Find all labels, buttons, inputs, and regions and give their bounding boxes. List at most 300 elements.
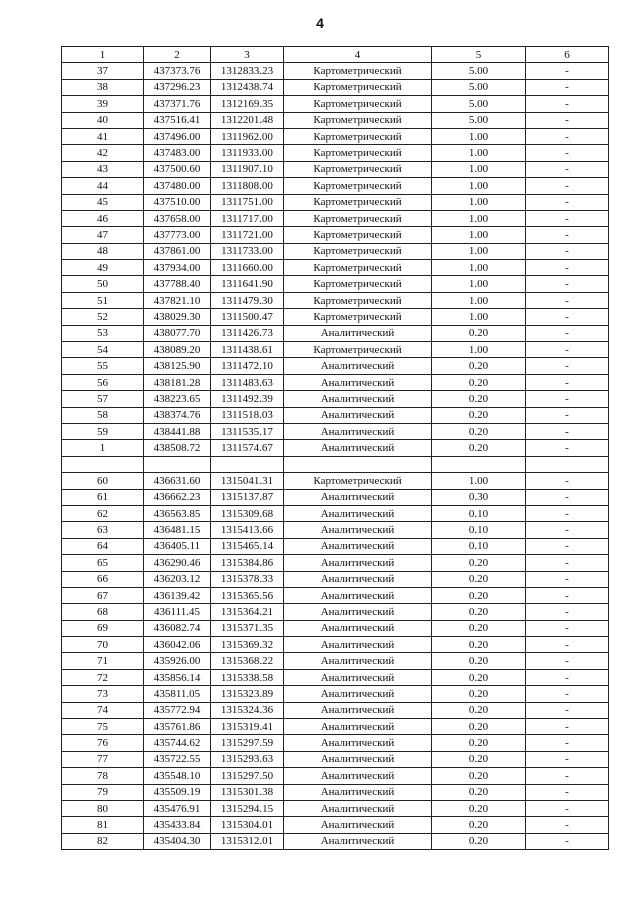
y-coordinate-cell: 1311907.10 [211,161,284,177]
column-header-5: 5 [432,47,526,63]
method-cell: Картометрический [284,112,432,128]
y-coordinate-cell: 1315293.63 [211,751,284,767]
table-row [62,719,609,735]
x-coordinate-cell: 437861.00 [144,243,211,259]
method-cell: Аналитический [284,505,432,521]
accuracy-cell: 5.00 [432,96,526,112]
x-coordinate-cell: 437296.23 [144,79,211,95]
x-coordinate-cell: 438181.28 [144,374,211,390]
method-cell: Картометрический [284,63,432,79]
method-cell: Аналитический [284,358,432,374]
method-cell: Картометрический [284,292,432,308]
note-cell: - [526,358,609,374]
method-cell: Аналитический [284,637,432,653]
note-cell: - [526,161,609,177]
x-coordinate-cell: 438441.88 [144,423,211,439]
table-row [62,686,609,702]
point-number-cell: 55 [62,358,144,374]
y-coordinate-cell: 1315413.66 [211,522,284,538]
accuracy-cell: 1.00 [432,161,526,177]
note-cell: - [526,604,609,620]
note-cell: - [526,309,609,325]
method-cell: Картометрический [284,309,432,325]
x-coordinate-cell: 435433.84 [144,817,211,833]
x-coordinate-cell: 438508.72 [144,440,211,456]
column-header-4: 4 [284,47,432,63]
method-cell: Картометрический [284,276,432,292]
x-coordinate-cell [144,456,211,472]
table-row [62,473,609,489]
point-number-cell: 58 [62,407,144,423]
point-number-cell: 67 [62,587,144,603]
method-cell: Аналитический [284,768,432,784]
table-body [62,63,609,850]
y-coordinate-cell: 1311535.17 [211,423,284,439]
note-cell: - [526,112,609,128]
x-coordinate-cell: 437821.10 [144,292,211,308]
x-coordinate-cell: 436139.42 [144,587,211,603]
coordinates-table [61,46,609,850]
accuracy-cell: 0.20 [432,653,526,669]
table-row [62,292,609,308]
table-row [62,571,609,587]
note-cell: - [526,555,609,571]
note-cell: - [526,276,609,292]
accuracy-cell: 1.00 [432,473,526,489]
y-coordinate-cell: 1315297.59 [211,735,284,751]
point-number-cell: 48 [62,243,144,259]
method-cell: Картометрический [284,161,432,177]
y-coordinate-cell: 1312169.35 [211,96,284,112]
y-coordinate-cell: 1315312.01 [211,833,284,849]
x-coordinate-cell: 437373.76 [144,63,211,79]
table-row [62,489,609,505]
accuracy-cell: 5.00 [432,63,526,79]
accuracy-cell: 0.20 [432,637,526,653]
table-row [62,833,609,849]
x-coordinate-cell: 438125.90 [144,358,211,374]
note-cell: - [526,194,609,210]
method-cell: Аналитический [284,555,432,571]
table-row [62,505,609,521]
accuracy-cell: 0.20 [432,620,526,636]
point-number-cell: 62 [62,505,144,521]
y-coordinate-cell: 1315319.41 [211,719,284,735]
note-cell: - [526,473,609,489]
note-cell: - [526,374,609,390]
note-cell: - [526,96,609,112]
accuracy-cell: 1.00 [432,210,526,226]
method-cell: Аналитический [284,407,432,423]
table-row [62,817,609,833]
method-cell: Аналитический [284,800,432,816]
note-cell: - [526,145,609,161]
x-coordinate-cell: 435856.14 [144,669,211,685]
y-coordinate-cell: 1315324.36 [211,702,284,718]
point-number-cell: 44 [62,178,144,194]
point-number-cell: 53 [62,325,144,341]
method-cell: Аналитический [284,669,432,685]
y-coordinate-cell: 1311660.00 [211,260,284,276]
point-number-cell: 51 [62,292,144,308]
x-coordinate-cell: 437500.60 [144,161,211,177]
y-coordinate-cell: 1315384.86 [211,555,284,571]
accuracy-cell: 0.10 [432,505,526,521]
column-header-6: 6 [526,47,609,63]
method-cell: Аналитический [284,604,432,620]
point-number-cell: 68 [62,604,144,620]
x-coordinate-cell: 437510.00 [144,194,211,210]
note-cell: - [526,620,609,636]
y-coordinate-cell: 1315368.22 [211,653,284,669]
y-coordinate-cell: 1311962.00 [211,128,284,144]
note-cell: - [526,587,609,603]
y-coordinate-cell: 1311518.03 [211,407,284,423]
method-cell: Картометрический [284,128,432,144]
note-cell: - [526,735,609,751]
table-row [62,669,609,685]
y-coordinate-cell: 1311426.73 [211,325,284,341]
method-cell: Аналитический [284,719,432,735]
method-cell: Аналитический [284,440,432,456]
y-coordinate-cell: 1311574.67 [211,440,284,456]
x-coordinate-cell: 435744.62 [144,735,211,751]
table-row [62,112,609,128]
y-coordinate-cell: 1312201.48 [211,112,284,128]
y-coordinate-cell: 1311438.61 [211,342,284,358]
y-coordinate-cell: 1315465.14 [211,538,284,554]
note-cell: - [526,702,609,718]
note-cell: - [526,128,609,144]
table-row [62,309,609,325]
method-cell: Аналитический [284,784,432,800]
note-cell: - [526,423,609,439]
accuracy-cell: 0.20 [432,669,526,685]
y-coordinate-cell: 1311933.00 [211,145,284,161]
note-cell: - [526,489,609,505]
note-cell: - [526,440,609,456]
method-cell: Аналитический [284,833,432,849]
accuracy-cell: 5.00 [432,112,526,128]
table-row [62,735,609,751]
point-number-cell: 57 [62,391,144,407]
accuracy-cell: 1.00 [432,145,526,161]
point-number-cell: 69 [62,620,144,636]
y-coordinate-cell: 1315137.87 [211,489,284,505]
table-row [62,653,609,669]
point-number-cell: 39 [62,96,144,112]
point-number-cell: 41 [62,128,144,144]
y-coordinate-cell: 1311479.30 [211,292,284,308]
table-row [62,374,609,390]
table-row [62,522,609,538]
y-coordinate-cell: 1315338.58 [211,669,284,685]
table-row [62,325,609,341]
y-coordinate-cell: 1311751.00 [211,194,284,210]
x-coordinate-cell: 436631.60 [144,473,211,489]
method-cell: Картометрический [284,342,432,358]
note-cell: - [526,79,609,95]
table-row [62,178,609,194]
y-coordinate-cell: 1315294.15 [211,800,284,816]
y-coordinate-cell: 1311641.90 [211,276,284,292]
method-cell: Аналитический [284,423,432,439]
y-coordinate-cell: 1315297.50 [211,768,284,784]
point-number-cell: 49 [62,260,144,276]
table-row [62,358,609,374]
note-cell: - [526,719,609,735]
method-cell: Аналитический [284,817,432,833]
point-number-cell: 80 [62,800,144,816]
accuracy-cell: 0.20 [432,719,526,735]
y-coordinate-cell: 1315301.38 [211,784,284,800]
point-number-cell: 63 [62,522,144,538]
table-row [62,604,609,620]
accuracy-cell: 0.20 [432,440,526,456]
table-row [62,587,609,603]
accuracy-cell: 1.00 [432,276,526,292]
y-coordinate-cell: 1315304.01 [211,817,284,833]
method-cell: Аналитический [284,702,432,718]
accuracy-cell: 0.20 [432,686,526,702]
note-cell: - [526,784,609,800]
table-row [62,702,609,718]
x-coordinate-cell: 436662.23 [144,489,211,505]
note-cell: - [526,817,609,833]
accuracy-cell: 0.20 [432,784,526,800]
method-cell: Аналитический [284,587,432,603]
method-cell [284,456,432,472]
point-number-cell: 79 [62,784,144,800]
table-row [62,751,609,767]
table-row [62,456,609,472]
accuracy-cell: 0.20 [432,391,526,407]
accuracy-cell: 1.00 [432,309,526,325]
note-cell: - [526,538,609,554]
accuracy-cell: 1.00 [432,178,526,194]
note-cell: - [526,342,609,358]
y-coordinate-cell: 1315378.33 [211,571,284,587]
note-cell: - [526,522,609,538]
y-coordinate-cell: 1315371.35 [211,620,284,636]
note-cell: - [526,833,609,849]
table-row [62,784,609,800]
method-cell: Аналитический [284,571,432,587]
point-number-cell: 81 [62,817,144,833]
method-cell: Картометрический [284,79,432,95]
y-coordinate-cell: 1311483.63 [211,374,284,390]
x-coordinate-cell: 435722.55 [144,751,211,767]
point-number-cell: 75 [62,719,144,735]
method-cell: Аналитический [284,374,432,390]
x-coordinate-cell: 437483.00 [144,145,211,161]
note-cell: - [526,800,609,816]
y-coordinate-cell: 1311717.00 [211,210,284,226]
y-coordinate-cell [211,456,284,472]
accuracy-cell: 0.20 [432,833,526,849]
point-number-cell: 40 [62,112,144,128]
accuracy-cell: 0.20 [432,571,526,587]
x-coordinate-cell: 436042.06 [144,637,211,653]
y-coordinate-cell: 1311721.00 [211,227,284,243]
note-cell: - [526,653,609,669]
accuracy-cell: 0.20 [432,374,526,390]
x-coordinate-cell: 436203.12 [144,571,211,587]
method-cell: Аналитический [284,751,432,767]
note-cell: - [526,227,609,243]
table-row [62,194,609,210]
accuracy-cell: 0.10 [432,522,526,538]
note-cell: - [526,243,609,259]
x-coordinate-cell: 437516.41 [144,112,211,128]
accuracy-cell: 1.00 [432,194,526,210]
table-row [62,768,609,784]
method-cell: Картометрический [284,178,432,194]
table-row [62,620,609,636]
note-cell: - [526,505,609,521]
point-number-cell: 72 [62,669,144,685]
accuracy-cell: 1.00 [432,292,526,308]
accuracy-cell: 0.20 [432,751,526,767]
point-number-cell: 66 [62,571,144,587]
accuracy-cell: 0.20 [432,735,526,751]
method-cell: Аналитический [284,325,432,341]
table-row [62,260,609,276]
x-coordinate-cell: 437658.00 [144,210,211,226]
method-cell: Картометрический [284,194,432,210]
y-coordinate-cell: 1311472.10 [211,358,284,374]
table-row [62,342,609,358]
point-number-cell: 54 [62,342,144,358]
column-header-1: 1 [62,47,144,63]
x-coordinate-cell: 436082.74 [144,620,211,636]
accuracy-cell: 0.20 [432,800,526,816]
note-cell: - [526,686,609,702]
y-coordinate-cell: 1315365.56 [211,587,284,603]
note-cell: - [526,178,609,194]
column-header-2: 2 [144,47,211,63]
x-coordinate-cell: 435926.00 [144,653,211,669]
accuracy-cell: 0.20 [432,423,526,439]
x-coordinate-cell: 435509.19 [144,784,211,800]
table-row [62,79,609,95]
accuracy-cell: 1.00 [432,342,526,358]
table-row [62,145,609,161]
accuracy-cell: 1.00 [432,243,526,259]
point-number-cell: 46 [62,210,144,226]
point-number-cell: 50 [62,276,144,292]
note-cell: - [526,637,609,653]
accuracy-cell: 5.00 [432,79,526,95]
x-coordinate-cell: 438089.20 [144,342,211,358]
y-coordinate-cell: 1315309.68 [211,505,284,521]
x-coordinate-cell: 435772.94 [144,702,211,718]
table-row [62,637,609,653]
note-cell: - [526,407,609,423]
y-coordinate-cell: 1315364.21 [211,604,284,620]
x-coordinate-cell: 438029.30 [144,309,211,325]
x-coordinate-cell: 438223.65 [144,391,211,407]
x-coordinate-cell: 436563.85 [144,505,211,521]
accuracy-cell: 1.00 [432,260,526,276]
note-cell: - [526,768,609,784]
method-cell: Картометрический [284,96,432,112]
y-coordinate-cell: 1311808.00 [211,178,284,194]
y-coordinate-cell: 1311733.00 [211,243,284,259]
x-coordinate-cell: 437788.40 [144,276,211,292]
method-cell: Аналитический [284,489,432,505]
x-coordinate-cell: 438374.76 [144,407,211,423]
note-cell [526,456,609,472]
method-cell: Картометрический [284,145,432,161]
point-number-cell: 38 [62,79,144,95]
x-coordinate-cell: 436111.45 [144,604,211,620]
point-number-cell: 82 [62,833,144,849]
x-coordinate-cell: 436405.11 [144,538,211,554]
x-coordinate-cell: 437934.00 [144,260,211,276]
table-row [62,423,609,439]
table-row [62,161,609,177]
point-number-cell: 45 [62,194,144,210]
method-cell: Картометрический [284,260,432,276]
accuracy-cell: 0.20 [432,702,526,718]
method-cell: Аналитический [284,522,432,538]
x-coordinate-cell: 435476.91 [144,800,211,816]
accuracy-cell: 0.20 [432,604,526,620]
point-number-cell: 65 [62,555,144,571]
accuracy-cell [432,456,526,472]
point-number-cell: 70 [62,637,144,653]
method-cell: Аналитический [284,391,432,407]
point-number-cell: 60 [62,473,144,489]
note-cell: - [526,391,609,407]
point-number-cell: 43 [62,161,144,177]
point-number-cell: 73 [62,686,144,702]
x-coordinate-cell: 435811.05 [144,686,211,702]
point-number-cell: 47 [62,227,144,243]
method-cell: Картометрический [284,227,432,243]
accuracy-cell: 0.20 [432,587,526,603]
table-header-row [62,47,609,63]
note-cell: - [526,210,609,226]
point-number-cell: 78 [62,768,144,784]
method-cell: Аналитический [284,735,432,751]
x-coordinate-cell: 437480.00 [144,178,211,194]
accuracy-cell: 0.10 [432,538,526,554]
accuracy-cell: 1.00 [432,128,526,144]
x-coordinate-cell: 437496.00 [144,128,211,144]
method-cell: Картометрический [284,210,432,226]
note-cell: - [526,571,609,587]
note-cell: - [526,260,609,276]
note-cell: - [526,292,609,308]
accuracy-cell: 0.30 [432,489,526,505]
table-row [62,555,609,571]
note-cell: - [526,325,609,341]
table-row [62,128,609,144]
x-coordinate-cell: 435761.86 [144,719,211,735]
point-number-cell: 77 [62,751,144,767]
accuracy-cell: 1.00 [432,227,526,243]
point-number-cell: 59 [62,423,144,439]
table-row [62,276,609,292]
x-coordinate-cell: 438077.70 [144,325,211,341]
table-row [62,538,609,554]
point-number-cell: 52 [62,309,144,325]
method-cell: Аналитический [284,538,432,554]
page-number: 4 [316,15,324,31]
table-row [62,391,609,407]
